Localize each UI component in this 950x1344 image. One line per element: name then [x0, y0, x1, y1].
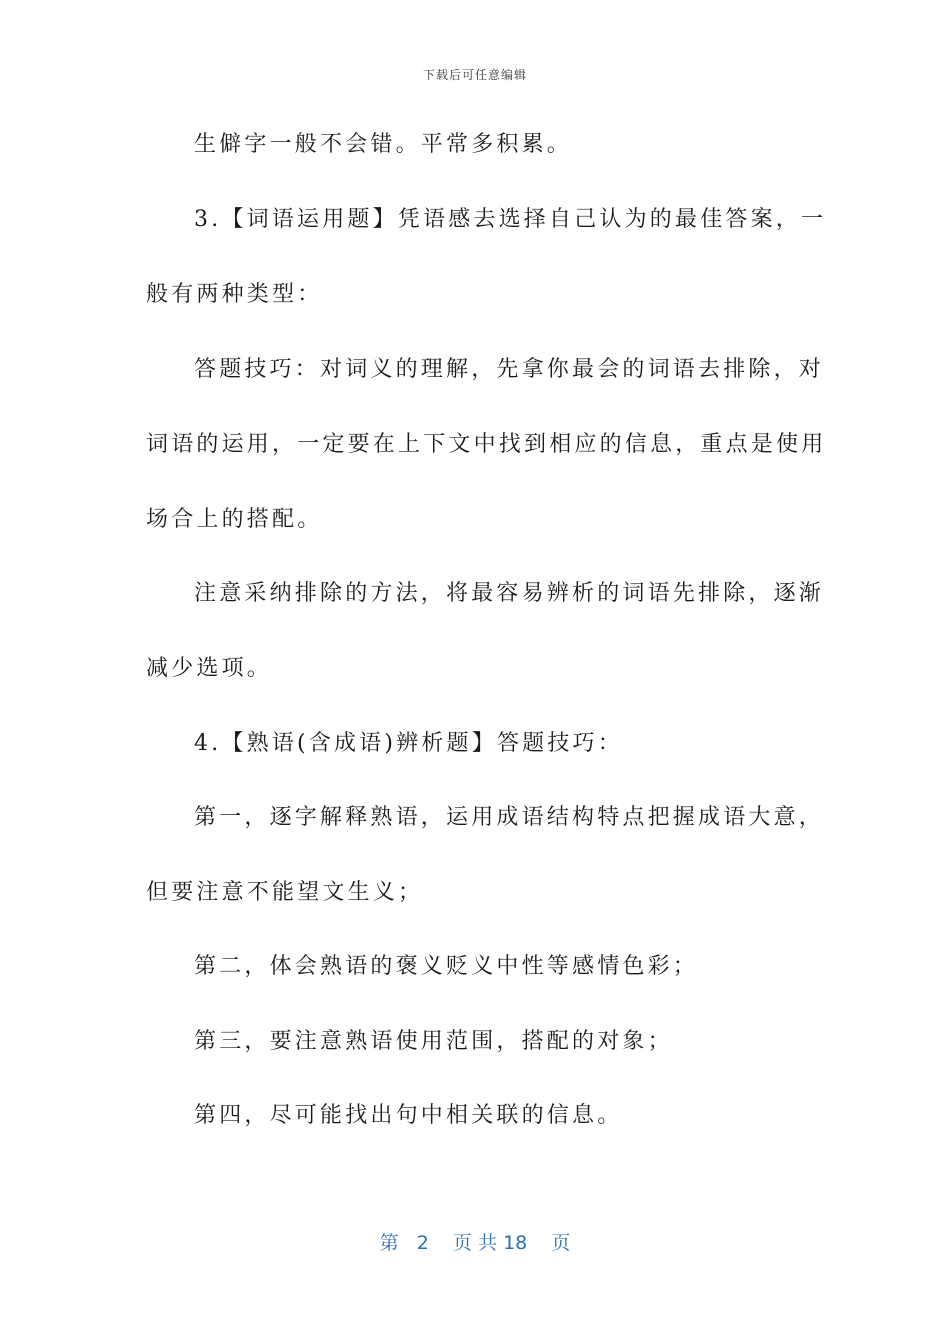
- text-line: 答题技巧：对词义的理解，先拿你最会的词语去排除，对: [194, 357, 825, 382]
- text-line: 第三，要注意熟语使用范围，搭配的对象；: [194, 1029, 673, 1054]
- footer-prefix: 第: [379, 1232, 399, 1254]
- text-line: 第四，尽可能找出句中相关联的信息。: [194, 1103, 623, 1128]
- text-line: 但要注意不能望文生义；: [146, 880, 424, 905]
- page-header-note: 下载后可任意编辑: [422, 68, 527, 82]
- current-page-number: 2: [416, 1232, 429, 1254]
- text-line: 第一，逐字解释熟语，运用成语结构特点把握成语大意，: [194, 805, 825, 830]
- text-line: 注意采纳排除的方法，将最容易辨析的词语先排除，逐渐: [194, 581, 825, 606]
- text-line: 3.【词语运用题】凭语感去选择自己认为的最佳答案，一: [194, 207, 827, 232]
- page-footer: [0, 1228, 950, 1255]
- footer-suffix: 页: [551, 1232, 571, 1254]
- total-pages-number: 18: [503, 1232, 528, 1254]
- text-line: 生僻字一般不会错。平常多积累。: [194, 132, 573, 157]
- text-line: 场合上的搭配。: [146, 507, 323, 532]
- footer-middle: 页 共: [452, 1232, 498, 1254]
- text-line: 般有两种类型：: [146, 282, 323, 307]
- text-line: 减少选项。: [146, 656, 273, 681]
- text-line: 4.【熟语(含成语)辨析题】答题技巧：: [194, 731, 623, 756]
- text-line: 词语的运用，一定要在上下文中找到相应的信息，重点是使用: [146, 432, 827, 457]
- text-line: 第二，体会熟语的褒义贬义中性等感情色彩；: [194, 954, 699, 979]
